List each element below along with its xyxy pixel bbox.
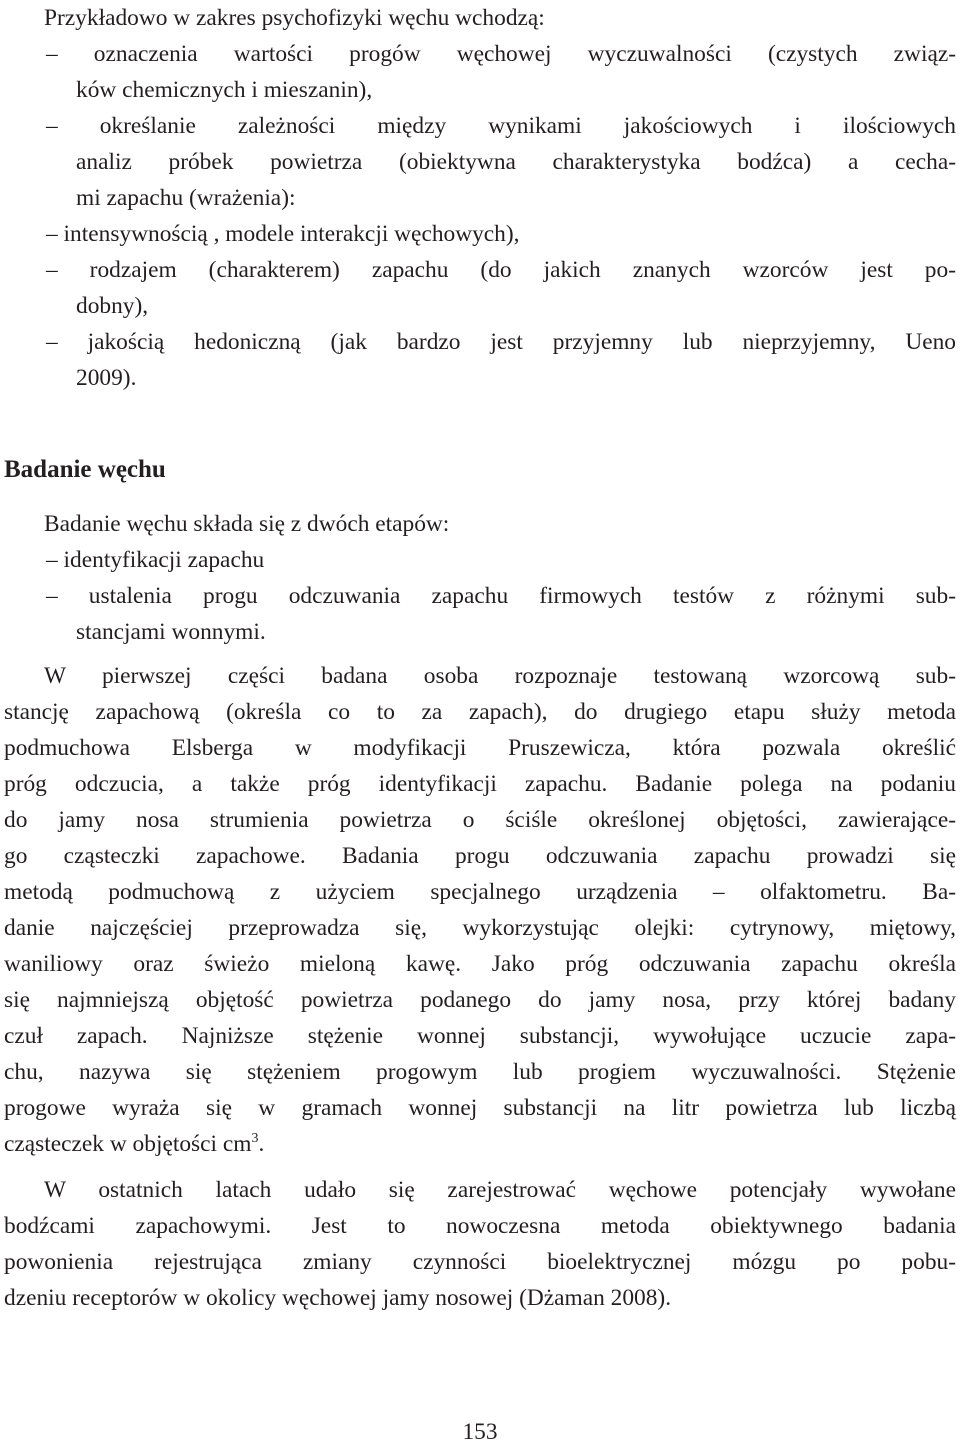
section-intro-text: Badanie węchu składa się z dwóch etapów: [44, 511, 450, 537]
list-item: – rodzajem (charakterem) zapachu (do jakich znanych wzorców jest po- [46, 257, 956, 283]
paragraph-line: metodą podmuchową z użyciem specjalnego urządzenia – olfaktometru. Ba- [4, 879, 956, 905]
paragraph-line: W pierwszej części badana osoba rozpoznaje testowaną wzorcową sub- [44, 663, 956, 689]
list-item-continuation: mi zapachu (wrażenia): [76, 185, 296, 211]
paragraph-last-period: . [258, 1131, 265, 1157]
paragraph-line: danie najczęściej przeprowadza się, wykorzystując olejki: cytrynowy, miętowy, [4, 915, 956, 941]
paragraph-line: się najmniejszą objętość powietrza podanego do jamy nosa, przy której badany [4, 987, 956, 1013]
paragraph-last-text: cząsteczek w objętości cm [4, 1131, 252, 1157]
paragraph-line: W ostatnich latach udało się zarejestrować węchowe potencjały wywołane [44, 1177, 956, 1203]
list-item: – oznaczenia wartości progów węchowej wyczuwalności (czystych związ- [46, 41, 956, 67]
list-item: – ustalenia progu odczuwania zapachu firmowych testów z różnymi sub- [46, 583, 956, 609]
superscript-exponent: 3 [251, 1131, 259, 1146]
list-item-continuation: 2009). [76, 365, 137, 391]
list-item: – intensywnością , modele interakcji węchowych), [46, 221, 520, 247]
paragraph-line: stancję zapachową (określa co to za zapach), do drugiego etapu służy metoda [4, 699, 956, 725]
paragraph-line: do jamy nosa strumienia powietrza o ściśle określonej objętości, zawierające- [4, 807, 956, 833]
paragraph-line: dzeniu receptorów w okolicy węchowej jamy nosowej (Dżaman 2008). [4, 1285, 672, 1311]
list-item-continuation: dobny), [76, 293, 149, 319]
paragraph-line: podmuchowa Elsberga w modyfikacji Pruszewicza, która pozwala określić [4, 735, 956, 761]
list-item-continuation: stancjami wonnymi. [76, 619, 266, 645]
paragraph-line: czuł zapach. Najniższe stężenie wonnej substancji, wywołujące uczucie zapa- [4, 1023, 956, 1049]
list-item: – określanie zależności między wynikami jakościowych i ilościowych [46, 113, 956, 139]
paragraph-line: progowe wyraża się w gramach wonnej substancji na litr powietrza lub liczbą [4, 1095, 956, 1121]
paragraph-line [4, 1126, 264, 1162]
paragraph-line: waniliowy oraz świeżo mieloną kawę. Jako próg odczuwania zapachu określa [4, 951, 956, 977]
section-heading: Badanie węchu [4, 456, 166, 483]
list-item-continuation: analiz próbek powietrza (obiektywna charakterystyka bodźca) a cecha- [76, 149, 956, 175]
paragraph-line: go cząsteczki zapachowe. Badania progu odczuwania zapachu prowadzi się [4, 843, 956, 869]
paragraph-line: powonienia rejestrująca zmiany czynności bioelektrycznej mózgu po pobu- [4, 1249, 956, 1275]
paragraph-line: bodźcami zapachowymi. Jest to nowoczesna metoda obiektywnego badania [4, 1213, 956, 1239]
list-item: – jakością hedoniczną (jak bardzo jest przyjemny lub nieprzyjemny, Ueno [46, 329, 956, 355]
page-number: 153 [462, 1419, 498, 1445]
intro-text: Przykładowo w zakres psychofizyki węchu wchodzą: [44, 5, 545, 31]
paragraph-line: próg odczucia, a także próg identyfikacji zapachu. Badanie polega na podaniu [4, 771, 956, 797]
list-item-continuation: ków chemicznych i mieszanin), [76, 77, 373, 103]
paragraph-line: chu, nazywa się stężeniem progowym lub progiem wyczuwalności. Stężenie [4, 1059, 956, 1085]
list-item: – identyfikacji zapachu [46, 547, 265, 573]
